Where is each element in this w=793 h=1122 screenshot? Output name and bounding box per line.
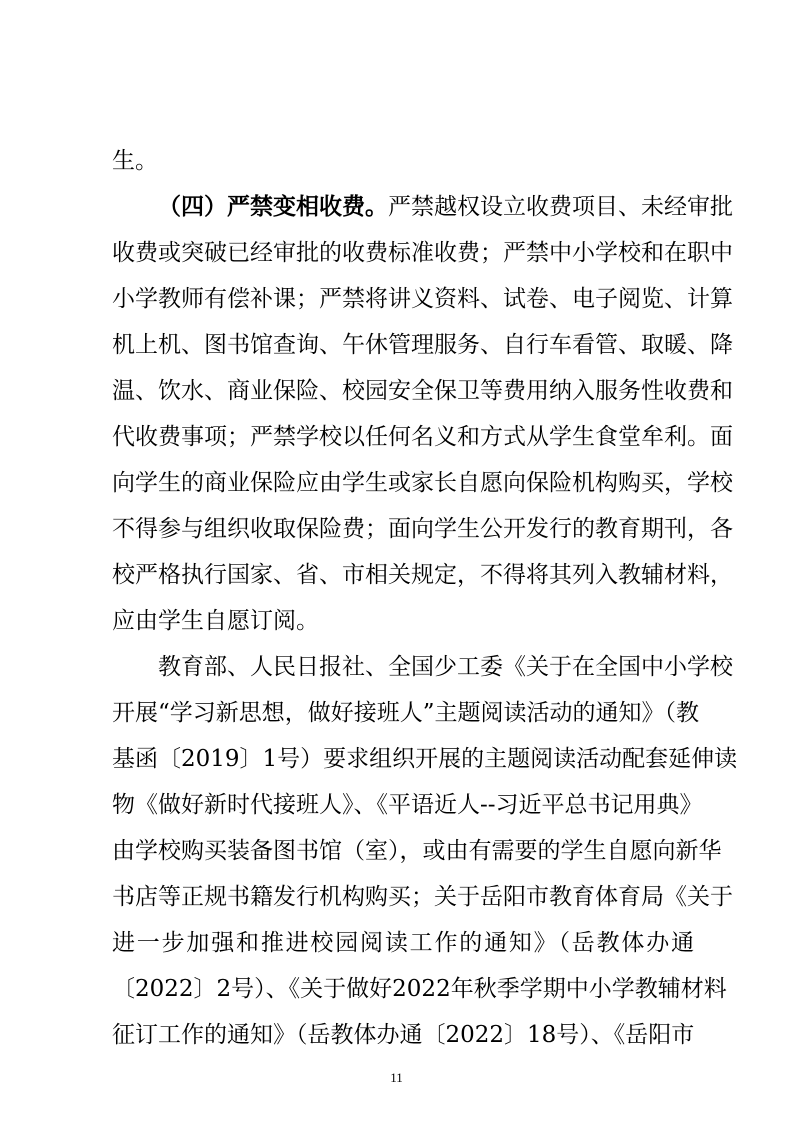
body-line-15: 由学校购买装备图书馆（室），或由有需要的学生自愿向新华	[112, 838, 722, 864]
body-line-18: 〔2022〕2号）、《关于做好2022年秋季学期中小学教辅材料	[112, 976, 727, 1002]
section-heading: （四）严禁变相收费。	[158, 193, 388, 220]
section-first-line-text: 严禁越权设立收费项目、未经审批	[388, 194, 733, 220]
section-4-first-line	[158, 184, 733, 230]
body-line-1: 生。	[112, 148, 158, 174]
page-number: 11	[390, 1070, 403, 1085]
body-line-16: 书店等正规书籍发行机构购买；关于岳阳市教育体育局《关于	[112, 884, 733, 910]
body-line-10: 应由学生自愿订阅。	[112, 608, 319, 634]
body-line-4: 机上机、图书馆查询、午休管理服务、自行车看管、取暖、降	[112, 332, 733, 358]
body-line-17: 进一步加强和推进校园阅读工作的通知》（岳教体办通	[112, 930, 694, 956]
body-line-7: 向学生的商业保险应由学生或家长自愿向保险机构购买，学校	[112, 470, 733, 496]
body-line-2: 收费或突破已经审批的收费标准收费；严禁中小学校和在职中	[112, 240, 733, 266]
body-line-5: 温、饮水、商业保险、校园安全保卫等费用纳入服务性收费和	[112, 378, 733, 404]
body-line-8: 不得参与组织收取保险费；面向学生公开发行的教育期刊，各	[112, 516, 733, 542]
body-line-12: 开展“学习新思想，做好接班人”主题阅读活动的通知》（教	[112, 700, 700, 726]
paragraph-2-first-line: 教育部、人民日报社、全国少工委《关于在全国中小学校	[158, 654, 733, 680]
body-line-19: 征订工作的通知》（岳教体办通〔2022〕18号）、《岳阳市	[112, 1022, 695, 1048]
body-line-13: 基函〔2019〕1号）要求组织开展的主题阅读活动配套延伸读	[112, 746, 738, 772]
body-line-9: 校严格执行国家、省、市相关规定，不得将其列入教辅材料，	[112, 562, 733, 588]
body-line-3: 小学教师有偿补课；严禁将讲义资料、试卷、电子阅览、计算	[112, 286, 733, 312]
body-line-6: 代收费事项；严禁学校以任何名义和方式从学生食堂牟利。面	[112, 424, 733, 450]
body-line-14: 物《做好新时代接班人》、《平语近人--习近平总书记用典》	[112, 792, 703, 818]
